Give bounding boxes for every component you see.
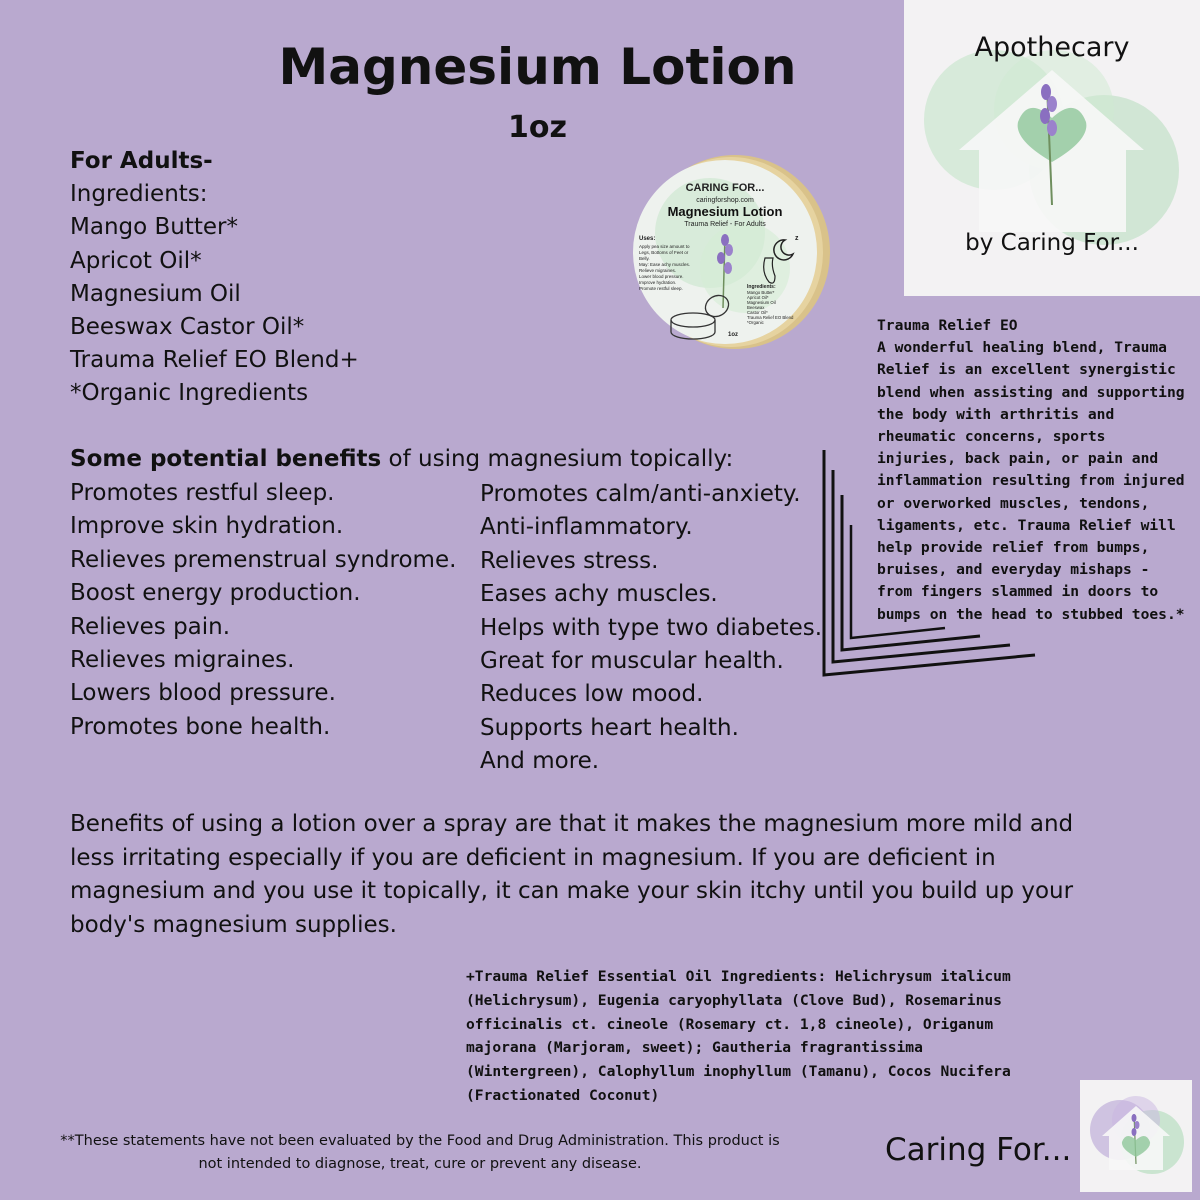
jar-uses-line: Relieve migraines. bbox=[639, 268, 677, 273]
list-item: And more. bbox=[480, 748, 600, 775]
jar-size: 1oz bbox=[727, 332, 739, 338]
organic-note: *Organic Ingredients bbox=[70, 380, 309, 407]
brand-logo-icon bbox=[1080, 1080, 1192, 1192]
jar-uses-line: Promote restful sleep. bbox=[639, 286, 683, 291]
jar-site: caringforshop.com bbox=[696, 197, 754, 204]
apothecary-logo bbox=[904, 0, 1200, 296]
list-item: Improve skin hydration. bbox=[70, 513, 344, 540]
jar-ingredient-line: *Organic bbox=[747, 320, 764, 325]
trauma-relief-text: A wonderful healing blend, Trauma Relief is an excellent synergistic blend when assisting and supporting the body with arthritis and rheumatic concerns, sports injuries, back pain, or pain and inflammation resulting from injured or overworked muscles, tendons, ligaments, etc. Trauma Relief will help provide relief from bumps, bruises, and everyday mishaps - from fingers slammed in doors to bumps on the head to stubbed toes.* bbox=[877, 339, 1185, 623]
list-item: Boost energy production. bbox=[70, 580, 361, 607]
apothecary-byline: by Caring For... bbox=[965, 230, 1139, 256]
benefits-left-list bbox=[70, 477, 456, 744]
list-item: Promotes calm/anti-anxiety. bbox=[480, 481, 801, 507]
jar-ingredient-line: Beeswax bbox=[747, 305, 765, 310]
jar-uses-line: May: Ease achy muscles. bbox=[639, 262, 691, 267]
list-item: Reduces low mood. bbox=[480, 681, 704, 708]
list-item: Relieves stress. bbox=[480, 547, 659, 574]
jar-uses-heading: Uses: bbox=[639, 236, 656, 242]
product-jar-image bbox=[625, 148, 830, 353]
trauma-relief-title: Trauma Relief EO bbox=[877, 317, 1018, 334]
eo-ingredients-note: +Trauma Relief Essential Oil Ingredients: Helichrysum italicum (Helichrysum), Eugenia caryophyllata (Clove Bud), Rosemarinus officinalis ct. cineole (Rosemary ct. 1,8 cineole), Origanum majorana (Marjoram, sweet); Gautheria fragrantissima (Wintergreen), Calophyllum inophyllum (Tamanu), Cocos Nucifera (Fractionated Coconut) bbox=[466, 968, 1011, 1104]
fda-disclaimer: **These statements have not been evaluated by the Food and Drug Administration. This product is not intended to diagnose, treat, cure or prevent any disease. bbox=[60, 1133, 780, 1172]
jar-ingredient-line: Castor Oil* bbox=[747, 310, 768, 315]
brand-signature: Caring For... bbox=[885, 1132, 1072, 1168]
list-item: Anti-inflammatory. bbox=[480, 514, 693, 541]
benefits-heading bbox=[70, 446, 733, 472]
product-size: 1oz bbox=[508, 110, 567, 145]
jar-uses-line: Lower blood pressure. bbox=[639, 274, 684, 279]
jar-ingredients-heading: Ingredients: bbox=[747, 284, 776, 290]
list-item: Great for muscular health. bbox=[480, 648, 784, 675]
jar-brand: CARING FOR... bbox=[685, 182, 765, 194]
jar-ingredient-line: Mango Butter* bbox=[747, 290, 775, 295]
benefits-right-list bbox=[480, 478, 822, 779]
svg-text:z: z bbox=[795, 235, 799, 242]
list-item: Relieves migraines. bbox=[70, 647, 295, 674]
jar-uses-line: Apply pea size amount to bbox=[639, 244, 690, 249]
ingredient-item: Mango Butter* bbox=[70, 214, 238, 241]
jar-uses-line: Legs, Bottoms of Feet or bbox=[639, 250, 689, 255]
jar-uses-line: Improve hydration. bbox=[639, 280, 677, 285]
list-item: Promotes bone health. bbox=[70, 713, 331, 740]
list-item: Relieves premenstrual syndrome. bbox=[70, 546, 457, 573]
list-item: Lowers blood pressure. bbox=[70, 680, 336, 707]
benefits-heading-bold: Some potential benefits bbox=[70, 446, 382, 472]
ingredients-label: Ingredients: bbox=[70, 181, 208, 208]
ingredient-item: Beeswax Castor Oil* bbox=[70, 314, 305, 341]
jar-subtitle: Trauma Relief - For Adults bbox=[684, 221, 766, 228]
apothecary-title: Apothecary bbox=[974, 32, 1130, 63]
benefits-heading-rest: of using magnesium topically: bbox=[381, 446, 734, 472]
list-item: Eases achy muscles. bbox=[480, 581, 718, 608]
list-item: Helps with type two diabetes. bbox=[480, 614, 823, 641]
lotion-vs-spray-paragraph: Benefits of using a lotion over a spray are that it makes the magnesium more mild and less irritating especially if you are deficient in magnesium. If you are deficient in magnesium and you use it topically, it can make your skin itchy until you build up your body's magnesium supplies. bbox=[70, 811, 1074, 938]
page-title: Magnesium Lotion bbox=[278, 38, 797, 96]
jar-product: Magnesium Lotion bbox=[667, 204, 783, 219]
jar-ingredient-line: Magnesium Oil bbox=[747, 300, 776, 305]
list-item: Relieves pain. bbox=[70, 613, 231, 640]
jar-uses-line: Belly. bbox=[639, 256, 650, 261]
ingredient-item: Apricot Oil* bbox=[70, 247, 202, 274]
list-item: Promotes restful sleep. bbox=[70, 480, 335, 506]
corner-decoration bbox=[820, 440, 1040, 680]
ingredient-item: Magnesium Oil bbox=[70, 280, 241, 307]
ingredients-block bbox=[70, 145, 359, 411]
ingredient-item: Trauma Relief EO Blend+ bbox=[70, 347, 359, 374]
jar-ingredient-line: Trauma Relief EO Blend bbox=[747, 315, 794, 320]
audience-heading: For Adults- bbox=[70, 148, 213, 174]
list-item: Supports heart health. bbox=[480, 714, 739, 741]
jar-ingredient-line: Apricot Oil* bbox=[747, 295, 769, 300]
